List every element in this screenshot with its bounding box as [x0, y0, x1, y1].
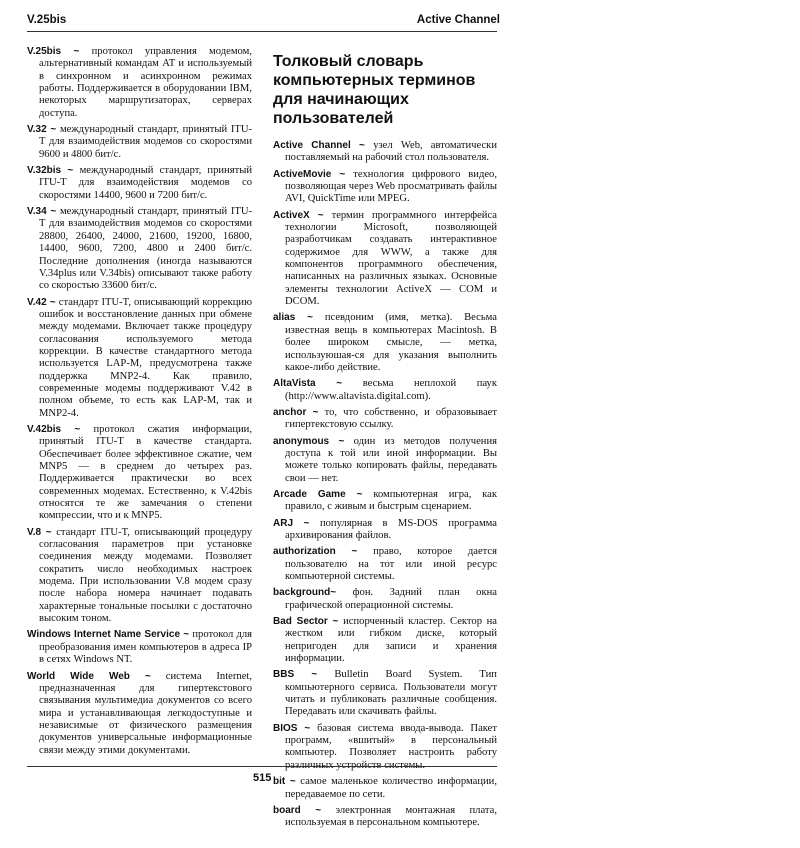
glossary-entry [273, 312, 497, 374]
entry-definition: международный стандарт, принятый ITU-T для взаимодействия модемов со скоростями 9600 и 4800 бит/с. [39, 124, 252, 160]
entry-term: V.34 [27, 206, 47, 218]
glossary-entry [27, 165, 252, 202]
entry-definition: протокол сжатия информации, принятый ITU-T в качестве стандарта. Обеспечивает более эффективное сжатие, чем MNP5 — в среднем до четырех раз. Поддерживается практически во всех современных модемах. Естественно, к V.42bis относятся те же замечания о степени компрессии, что и к MNP5. [39, 423, 252, 522]
entry-definition: стандарт ITU-T, описывающий процедуру согласования параметров при установке соединения между модемами. Позволяет сократить число необходимых настроек модема. При использовании V.8 модем сразу после набора номера начинает подавать характерные тональные посылки с достаточно высоким тоном. [39, 526, 252, 625]
entry-separator: ~ [309, 209, 332, 221]
entry-term: Active Channel [273, 140, 351, 151]
running-header-left: V.25bis [27, 14, 67, 26]
left-column [27, 46, 252, 761]
entry-separator: ~ [297, 722, 318, 734]
entry-separator: ~ [345, 488, 374, 500]
entry-term: V.25bis [27, 46, 62, 57]
entry-separator: ~ [295, 312, 325, 324]
glossary-entry [273, 489, 497, 514]
entry-term: Bad Sector [273, 616, 328, 628]
page-number: 515 [253, 772, 272, 784]
entry-term: V.32bis [27, 165, 62, 177]
entry-separator: ~ [61, 46, 92, 57]
entry-definition: самое маленькое количество информации, передаваемое по сети. [285, 776, 497, 800]
entry-separator: ~ [306, 406, 325, 418]
right-column [273, 46, 497, 834]
glossary-entry [273, 407, 497, 432]
glossary-entry [27, 527, 252, 626]
entry-term: AltaVista [273, 378, 316, 390]
glossary-entry [273, 546, 497, 583]
entry-definition: право, которое дается пользователю на тот или иной ресурс компьютерной системы. [285, 546, 497, 582]
footer-rule [27, 766, 497, 767]
glossary-entry [273, 436, 497, 485]
entry-definition: то, что собственно, и образовывает гипертекстовую ссылку. [285, 406, 497, 431]
entry-separator: ~ [330, 587, 353, 599]
glossary-entry [273, 723, 497, 772]
entry-term: authorization [273, 546, 336, 558]
glossary-entry [27, 206, 252, 292]
entry-definition: протокол управления модемом, альтернативный командам AT и используемый в синхронном и асинхронном режимах работы. Поддерживается в оборудовании IBM, некоторых маршрутизаторах, серверах доступа. [39, 46, 252, 119]
entry-separator: ~ [285, 776, 301, 788]
entry-term: V.8 [27, 526, 42, 538]
entry-definition: термин программного интерфейса технологии Microsoft, позволяющей разработчикам создавать интерактивное содержимое для WWW, а также для компонентов программного обеспечения, написанных на различных языках. Основные элементы технологии ActiveX — COM и DCOM. [285, 209, 497, 308]
entry-definition: технология цифрового видео, позволяющая через Web просматривать файлы AVI, QuickTime или MPEG. [285, 168, 497, 205]
glossary-entry [273, 776, 497, 801]
entry-definition: компьютерная игра, как правило, с живым и быстрым сценарием. [285, 488, 497, 513]
entry-definition: стандарт ITU-T, описывающий коррекцию ошибок и восстановление данных при обмене между модемами. Включает также процедуру согласования используемого метода коррекции. В качестве стандартного метода используется LAP-M, предусмотрена также поддержка MNP2-4. Как правило, современные модемы поддерживают V.42 в полном объеме, то есть как LAP-M, так и MNP2-4. [39, 296, 252, 419]
glossary-entry [273, 378, 497, 403]
entry-separator: ~ [331, 168, 354, 180]
glossary-entry [273, 169, 497, 206]
entry-term: BBS [273, 669, 295, 681]
entry-definition: узел Web, автоматически поставляемый на рабочий стол пользователя. [285, 140, 497, 164]
entry-separator: ~ [41, 526, 57, 538]
entry-definition: протокол для преобразования имен компьютеров в адреса IP в сетях Windows NT. [39, 629, 253, 666]
entry-separator: ~ [335, 546, 374, 558]
glossary-entry [273, 140, 497, 165]
entry-separator: ~ [329, 435, 354, 447]
entry-term: ARJ [273, 517, 294, 529]
entry-term: Windows Internet Name Service [27, 629, 181, 641]
entry-term: V.42bis [27, 423, 62, 435]
entry-definition: один из методов получения доступа к той или иной информации. Вы можете только копировать файлы, передавать свои — нет. [285, 435, 497, 484]
glossary-entry [27, 424, 252, 523]
section-title: Толковый словарь компьютерных терминов для начинающих пользователей [273, 53, 476, 127]
entry-term: BIOS [273, 722, 298, 734]
entry-separator: ~ [61, 423, 94, 435]
glossary-entry [27, 46, 252, 120]
entry-term: anchor [273, 406, 307, 418]
glossary-entry [273, 805, 497, 830]
entry-term: background [273, 587, 331, 599]
entry-term: ActiveMovie [273, 168, 332, 180]
header-rule [27, 31, 497, 32]
entry-term: V.32 [27, 124, 47, 136]
entry-separator: ~ [294, 669, 335, 681]
entry-definition: весьма неплохой паук (http://www.altavista.digital.com). [285, 378, 497, 402]
glossary-entry [27, 297, 252, 420]
entry-separator: ~ [350, 140, 374, 151]
entry-separator: ~ [293, 517, 320, 529]
entry-term: Arcade Game [273, 488, 346, 500]
entry-definition: псевдоним (имя, метка). Весьма известная вещь в компьютерах Macintosh. В более широком смысле, — метка, используюшая-ся для указания выполнить какое-либо действие. [285, 312, 497, 373]
glossary-entry [273, 210, 497, 309]
entry-definition: электронная монтажная плата, используемая в персональном компьютере. [285, 804, 497, 829]
entry-definition: популярная в MS-DOS программа архивирования файлов. [285, 517, 497, 541]
entry-definition: базовая система ввода-вывода. Пакет программ, «вшитый» в персональный компьютер. Позволяет настроить работу различных устройств системы. [285, 722, 497, 771]
glossary-entry [27, 629, 252, 666]
entry-definition: Bulletin Board System. Тип компьютерного сервиса. Пользователи могут читать и публиковать различные сообщения. Передавать или скачивать файлы. [285, 669, 497, 718]
entry-separator: ~ [61, 165, 80, 177]
entry-term: board [273, 804, 301, 816]
entry-separator: ~ [327, 616, 344, 628]
glossary-entry [27, 671, 252, 757]
entry-definition: испорченный кластер. Сектор на жестком или гибком диске, который непригоден для записи и хранения информации. [285, 616, 498, 665]
entry-separator: ~ [129, 670, 166, 682]
entry-definition: международный стандарт, принятый ITU-T для взаимодействия модемов со скоростями 14400, 9600 и 7200 бит/с. [39, 165, 252, 201]
glossary-entry [273, 518, 497, 543]
running-header-right: Active Channel [416, 14, 500, 26]
glossary-entry [27, 124, 252, 161]
entry-separator: ~ [46, 296, 59, 308]
entry-separator: ~ [180, 629, 193, 641]
glossary-entry [273, 616, 497, 665]
entry-term: alias [273, 312, 296, 324]
glossary-entry [273, 669, 497, 718]
glossary-entry [273, 587, 497, 612]
entry-term: V.42 [27, 296, 47, 308]
entry-separator: ~ [315, 378, 363, 390]
entry-separator: ~ [46, 206, 60, 218]
entry-definition: система Internet, предназначенная для гипертекстового связывания мультимедиа документов со всего мира и устанавливающая легкодоступные и независимые от физического размещения документов универсальные информационные связи между этими документами. [39, 670, 252, 756]
entry-term: anonymous [273, 435, 330, 447]
entry-term: ActiveX [273, 209, 310, 221]
entry-term: World Wide Web [27, 670, 130, 682]
entry-separator: ~ [300, 804, 336, 816]
entry-definition: фон. Задний план окна графической операционной системы. [285, 587, 497, 611]
entry-definition: международный стандарт, принятый ITU-T для взаимодействия модемов со скоростями 28800, 26400, 24000, 21600, 19200, 16800, 14400, 9600, 7200, 4800 и 2400 бит/с. Последние дополнения (иногда называются V.34plus или V.34bis) описывают также работу со скоростью 33600 бит/с. [39, 206, 252, 292]
entry-term: bit [273, 776, 286, 788]
entry-separator: ~ [46, 124, 60, 136]
